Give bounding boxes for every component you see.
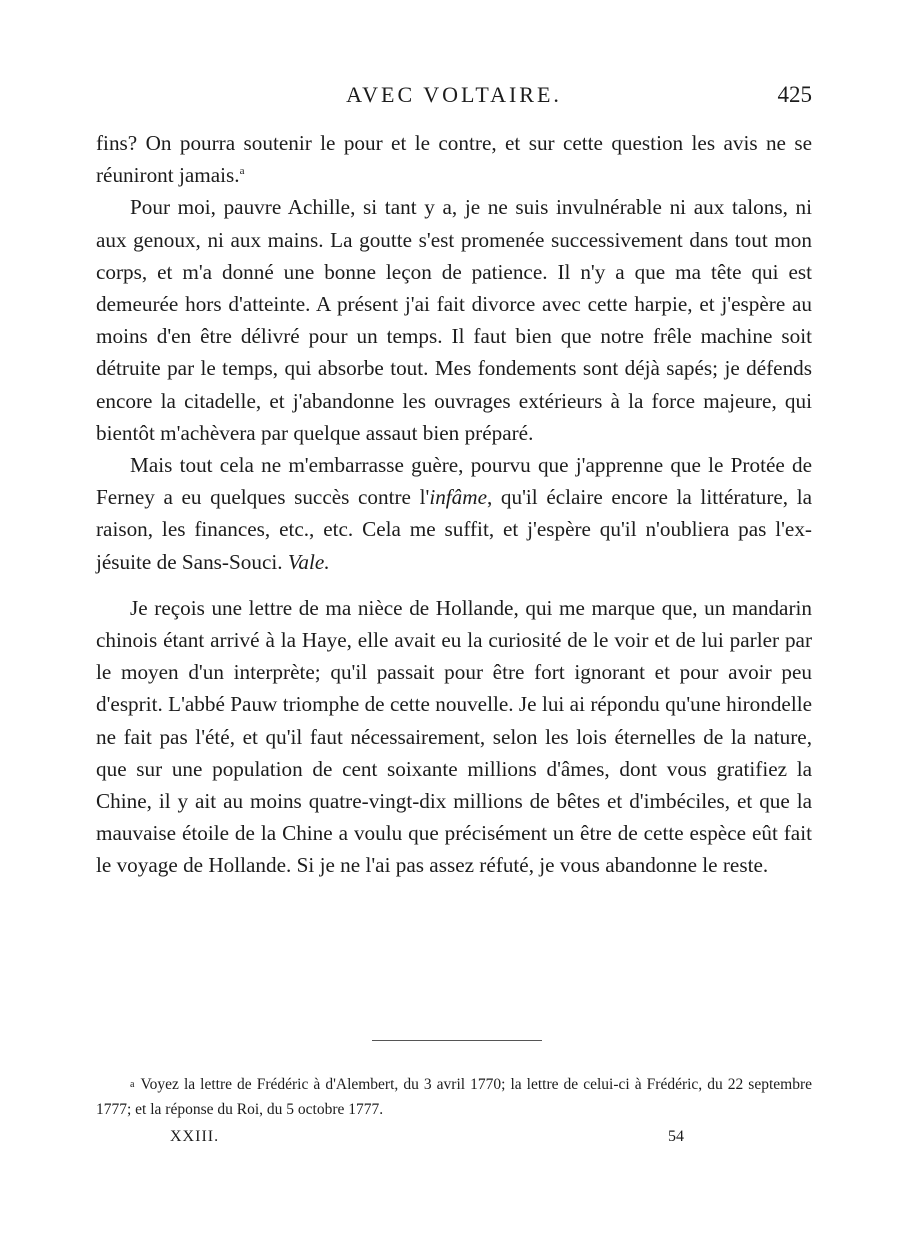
italic-word-infame: infâme: [429, 485, 487, 510]
footnote-separator: [372, 1040, 542, 1041]
paragraph-3: [96, 449, 812, 578]
italic-word-vale: Vale.: [287, 549, 330, 574]
page-header: [96, 82, 812, 116]
paragraph-1: [96, 127, 812, 191]
paragraph-4: Je reçois une lettre de ma nièce de Hollande, qui me marque que, un mandarin chinois étant arrivé à la Haye, elle avait eu la curiosité de le voir et de lui parler par le moyen d'un interprète; qu'il passait pour être fort ignorant et pour avoir peu d'esprit. L'abbé Pauw triomphe de cette nouvelle. Je lui ai répondu qu'une hirondelle ne fait pas l'été, et qu'il faut nécessairement, selon les lois éternelles de la nature, que sur une population de cent soixante millions d'âmes, dont vous gratifiez la Chine, il y ait au moins quatre-vingt-dix millions de bêtes et d'imbéciles, et que la mauvaise étoile de la Chine a voulu que précisément un être de cette espèce eût fait le voyage de Hollande. Si je ne l'ai pas assez réfuté, je vous abandonne le reste.: [96, 595, 812, 878]
paragraph-3-text-b: , qu'il éclaire encore la littérature, la raison, les finances, etc., etc. Cela me suffit, et j'espère qu'il n'oubliera pas l'ex-jésuite de Sans-Souci.: [96, 485, 812, 574]
paragraph-1-text: fins? On pourra soutenir le pour et le contre, et sur cette question les avis ne se réuniront jamais.: [96, 131, 812, 188]
footnote-text: Voyez la lettre de Frédéric à d'Alembert, du 3 avril 1770; la lettre de celui-ci à Frédéric, du 22 septembre 1777; et la réponse du Roi, du 5 octobre 1777.: [96, 1076, 812, 1118]
footnote-reference: a: [239, 165, 245, 178]
running-title: AVEC VOLTAIRE.: [346, 82, 562, 107]
page-number: 425: [777, 82, 812, 107]
volume-signature: XXIII.: [170, 1128, 220, 1145]
sheet-number: 54: [668, 1128, 684, 1145]
paragraph-3-text-a: Mais tout cela ne m'embarrasse guère, pourvu que j'apprenne que le Protée de Ferney a eu quelques succès contre l': [96, 453, 812, 510]
paragraph-2: Pour moi, pauvre Achille, si tant y a, je ne suis invulnérable ni aux talons, ni aux genoux, ni aux mains. La goutte s'est promenée successivement dans tout mon corps, et m'a donné une bonne leçon de patience. Il n'y a que ma tête qui est demeurée hors d'atteinte. A présent j'ai fait divorce avec cette harpie, et j'espère au moins d'en être délivré pour un temps. Il faut bien que notre frêle machine soit détruite par le temps, qui absorbe tout. Mes fondements sont déjà sapés; je défends encore la citadelle, et j'abandonne les ouvrages extérieurs à la force majeure, qui bientôt m'achèvera par quelque assaut bien préparé.: [96, 195, 812, 445]
main-text: [96, 127, 812, 882]
footnote-mark: a: [130, 1079, 135, 1090]
footnote: [96, 1072, 812, 1122]
